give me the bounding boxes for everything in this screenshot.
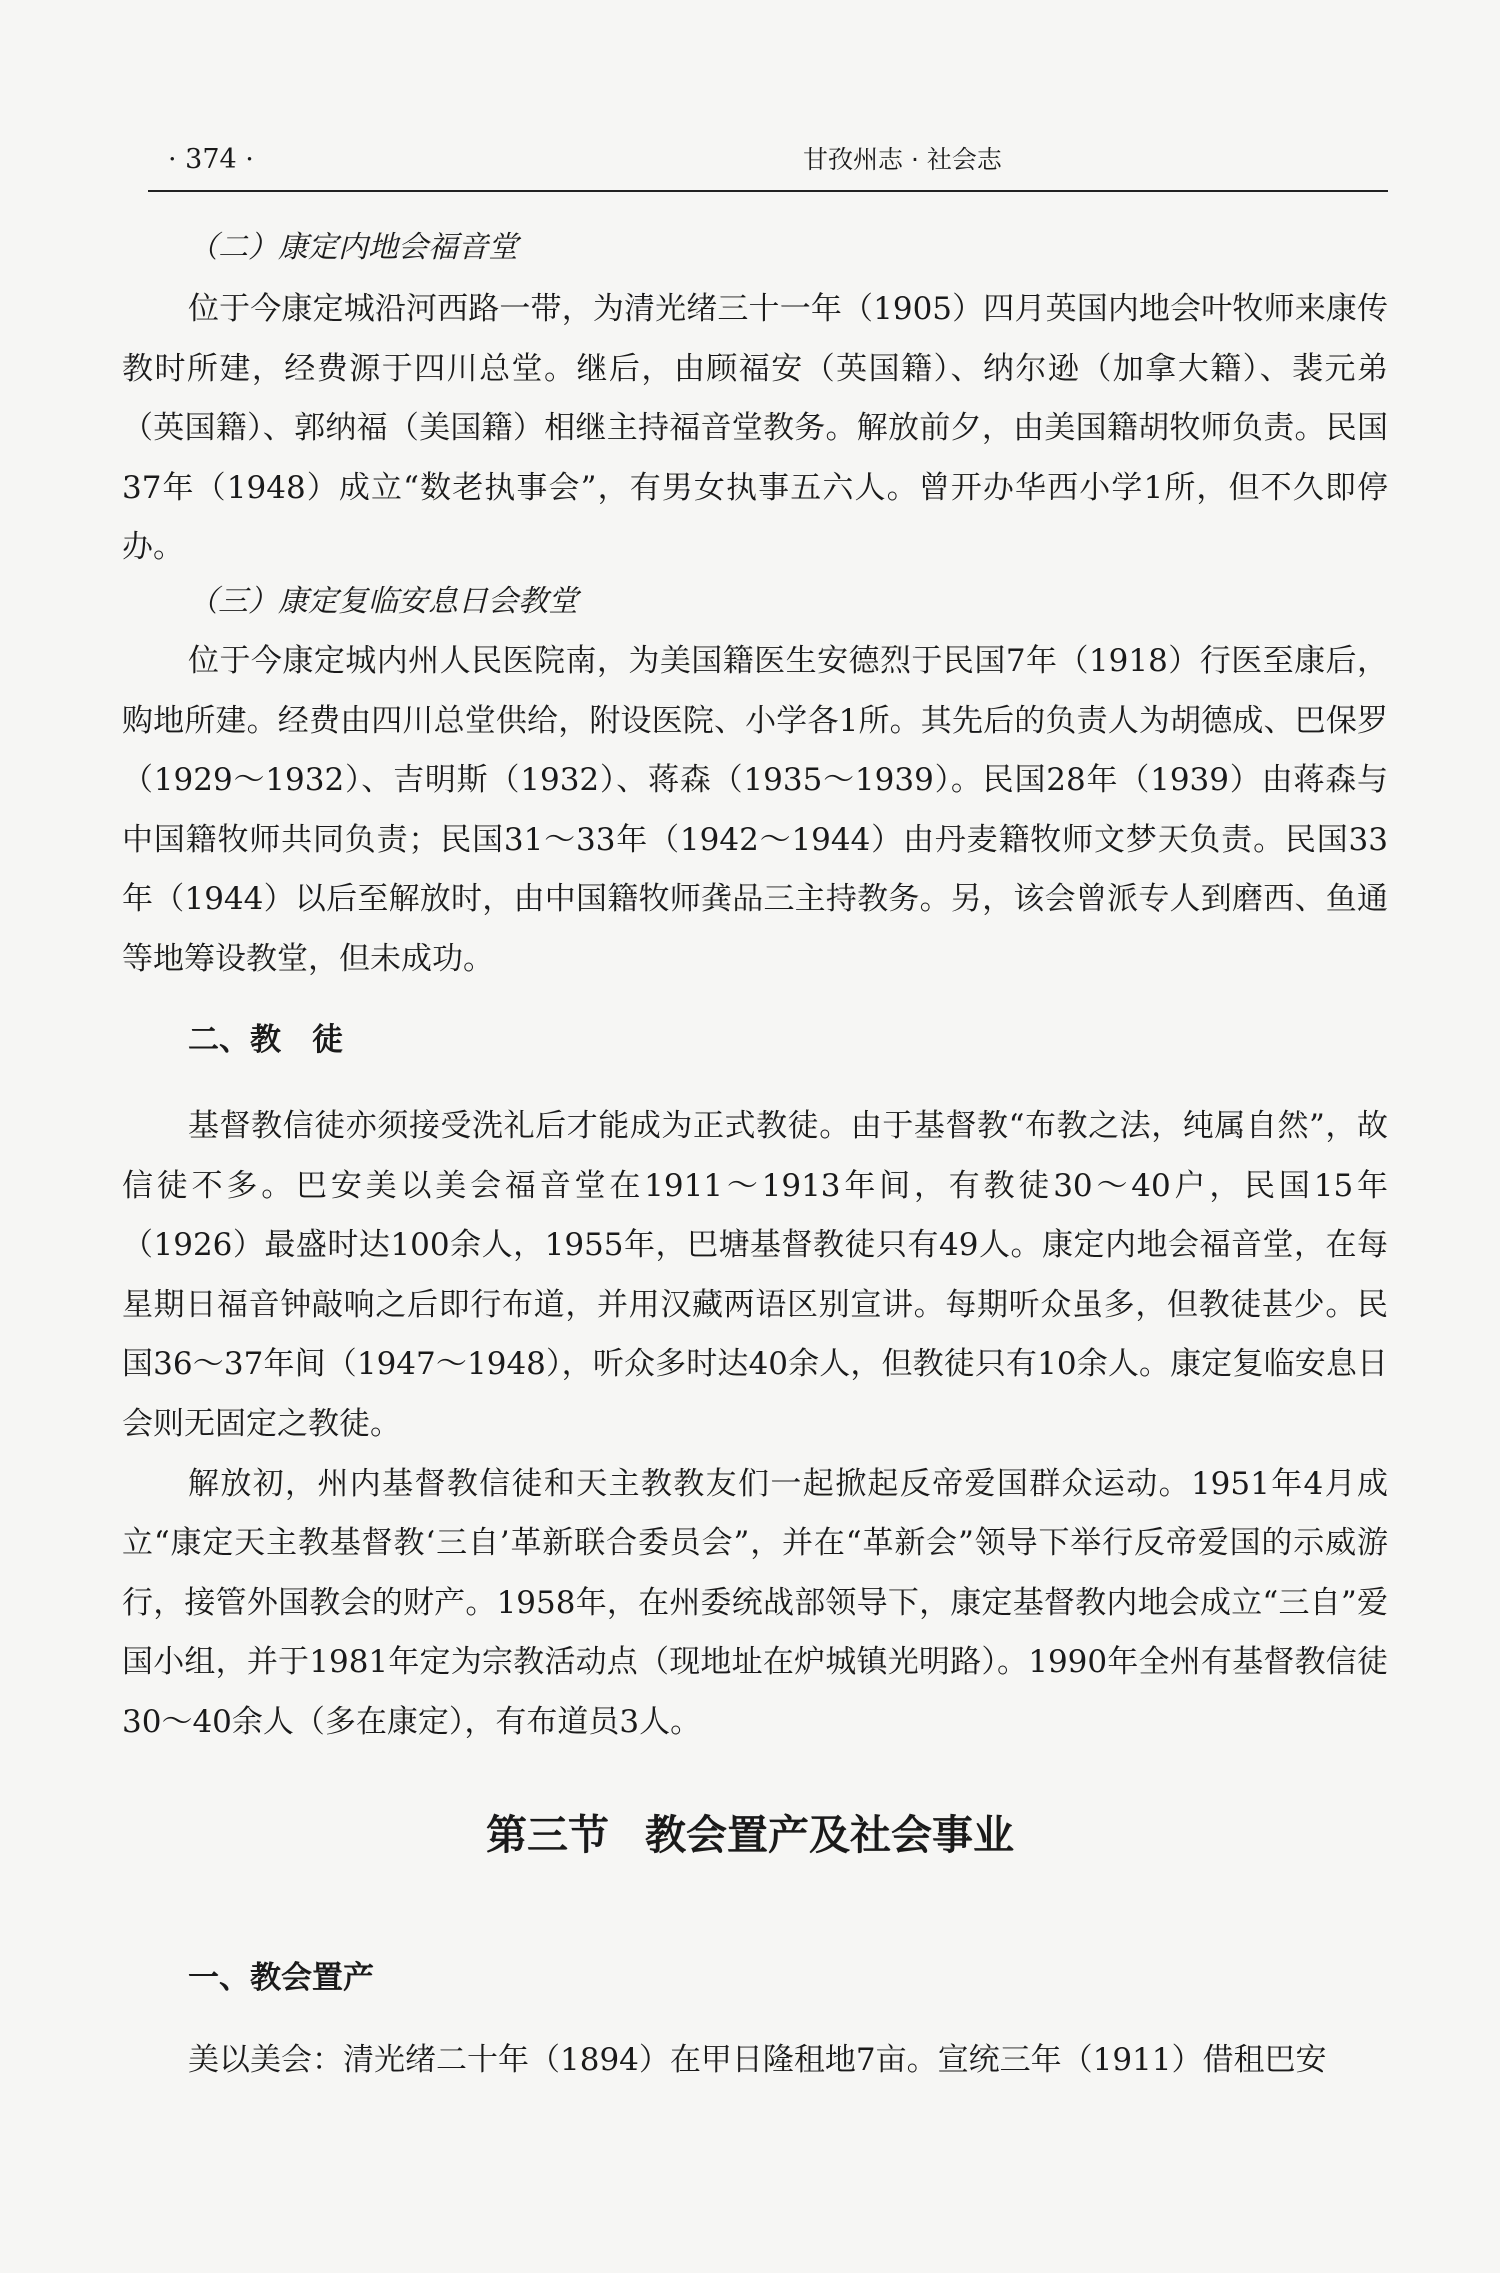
section-title: [0, 1809, 1500, 1861]
running-title: 甘孜州志 · 社会志: [803, 145, 1002, 174]
header-rule: [148, 190, 1388, 192]
paragraph: 解放初，州内基督教信徒和天主教教友们一起掀起反帝爱国群众运动。1951年4月成立“康定天主教基督教‘三自’革新联合委员会”，并在“革新会”领导下举行反帝爱国的示威游行，接管外国教会的财产。1958年，在州委统战部领导下，康定基督教内地会成立“三自”爱国小组，并于1981年定为宗教活动点（现地址在炉城镇光明路）。1990年全州有基督教信徒30～40余人（多在康定），有布道员3人。: [122, 1465, 1388, 1740]
paragraph: 位于今康定城沿河西路一带，为清光绪三十一年（1905）四月英国内地会叶牧师来康传教时所建，经费源于四川总堂。继后，由顾福安（英国籍）、纳尔逊（加拿大籍）、裴元弟（英国籍）、郭纳福（美国籍）相继主持福音堂教务。解放前夕，由美国籍胡牧师负责。民国37年（1948）成立“数老执事会”，有男女执事五六人。曾开办华西小学1所，但不久即停办。: [122, 291, 1388, 566]
paragraph: 位于今康定城内州人民医院南，为美国籍医生安德烈于民国7年（1918）行医至康后，购地所建。经费由四川总堂供给，附设医院、小学各1所。其先后的负责人为胡德成、巴保罗（1929～1932）、吉明斯（1932）、蒋森（1935～1939）。民国28年（1939）由蒋森与中国籍牧师共同负责；民国31～33年（1942～1944）由丹麦籍牧师文梦天负责。民国33年（1944）以后至解放时，由中国籍牧师龚品三主持教务。另，该会曾派专人到磨西、鱼通等地筹设教堂，但未成功。: [122, 643, 1388, 977]
subheading-kangding-adventist: （三）康定复临安息日会教堂: [188, 584, 578, 619]
running-header: [148, 140, 1388, 180]
body-block-4: [122, 2031, 1388, 2091]
subheading-kangding-inland-mission: （二）康定内地会福音堂: [188, 230, 518, 265]
section-title-text: 教会置产及社会事业: [645, 1811, 1014, 1859]
heading-church-property: 一、教会置产: [188, 1960, 374, 1996]
heading-believers: 二、教 徒: [188, 1022, 343, 1058]
paragraph: 美以美会：清光绪二十年（1894）在甲日隆租地7亩。宣统三年（1911）借租巴安: [188, 2042, 1327, 2078]
paragraph: 基督教信徒亦须接受洗礼后才能成为正式教徒。由于基督教“布教之法，纯属自然”，故信徒不多。巴安美以美会福音堂在1911～1913年间，有教徒30～40户，民国15年（1926）最盛时达100余人，1955年，巴塘基督教徒只有49人。康定内地会福音堂，在每星期日福音钟敲响之后即行布道，并用汉藏两语区别宣讲。每期听众虽多，但教徒甚少。民国36～37年间（1947～1948），听众多时达40余人，但教徒只有10余人。康定复临安息日会则无固定之教徒。: [122, 1108, 1388, 1442]
body-block-3: [122, 1097, 1388, 1753]
section-number: 第三节: [486, 1811, 609, 1859]
page-number: · 374 ·: [168, 144, 254, 175]
body-block-2: [122, 632, 1388, 990]
body-block-1: [122, 280, 1388, 578]
